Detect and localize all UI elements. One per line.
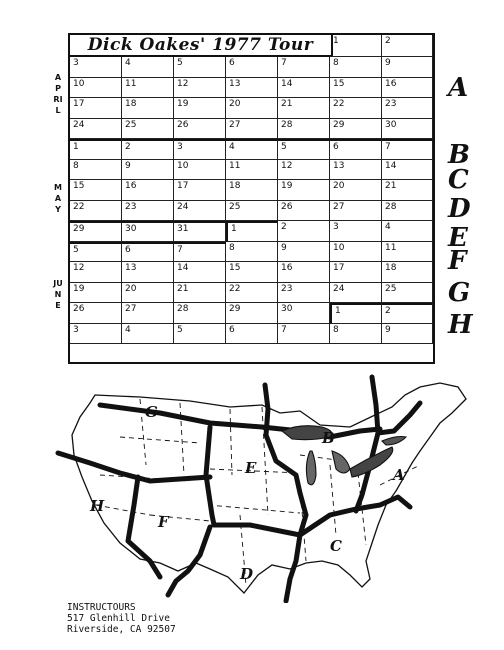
calendar-day-cell: 1 (226, 221, 278, 242)
calendar-day-cell: 10 (174, 160, 226, 181)
calendar-day-cell: 16 (122, 180, 174, 201)
address-block (67, 602, 176, 635)
calendar-day-cell: 20 (330, 180, 382, 201)
calendar-day-cell: 27 (330, 201, 382, 222)
map-region-label-b: B (322, 429, 335, 447)
calendar-day-cell: 29 (226, 303, 278, 324)
boundary-a-east (378, 403, 420, 433)
calendar-day-cell: 9 (382, 57, 433, 78)
calendar-day-cell: 6 (226, 57, 278, 78)
boundary-ab (356, 377, 378, 511)
calendar-day-cell: 21 (278, 98, 330, 119)
map-region-label-e: E (245, 459, 257, 477)
calendar-day-cell: 23 (382, 98, 433, 119)
map-region-label-a: A (393, 466, 405, 484)
region-letter-a: A (448, 73, 469, 103)
calendar-day-cell: 12 (70, 262, 122, 283)
map-region-label-c: C (330, 537, 342, 555)
calendar-day-cell: 9 (122, 160, 174, 181)
calendar-day-cell: 28 (174, 303, 226, 324)
calendar-day-cell: 3 (174, 139, 226, 160)
calendar-day-cell: 30 (382, 119, 433, 140)
lake-michigan (306, 451, 316, 485)
calendar-day-cell: 20 (122, 283, 174, 304)
calendar-day-cell: 25 (122, 119, 174, 140)
calendar-day-cell: 25 (226, 201, 278, 222)
region-letter-f: F (448, 246, 467, 276)
calendar-day-cell: 17 (174, 180, 226, 201)
calendar-day-cell: 30 (278, 303, 330, 324)
calendar-day-cell: 14 (278, 78, 330, 99)
calendar-day-cell: 12 (278, 160, 330, 181)
calendar-day-cell: 8 (226, 242, 278, 263)
month-label-2: MAY (54, 183, 62, 214)
calendar-day-cell: 28 (382, 201, 433, 222)
calendar-day-cell: 1 (70, 139, 122, 160)
calendar-day-cell: 5 (174, 57, 226, 78)
calendar-day-cell: 22 (330, 98, 382, 119)
month-label-3: JUNE (53, 279, 63, 310)
calendar-day-cell: 15 (226, 262, 278, 283)
calendar-day-cell: 6 (330, 139, 382, 160)
calendar-day-cell: 13 (122, 262, 174, 283)
calendar-day-cell: 17 (70, 98, 122, 119)
calendar-day-cell: 8 (70, 160, 122, 181)
boundary-e-b (265, 385, 306, 535)
calendar-day-cell: 4 (122, 57, 174, 78)
calendar-day-cell: 14 (174, 262, 226, 283)
calendar-day-cell: 8 (330, 324, 382, 345)
calendar-day-cell: 2 (122, 139, 174, 160)
calendar-day-cell: 26 (174, 119, 226, 140)
boundary-ef (206, 427, 300, 535)
calendar-day-cell: 2 (382, 303, 433, 324)
calendar-day-cell: 15 (330, 78, 382, 99)
calendar-day-cell: 19 (70, 283, 122, 304)
region-letter-h: H (448, 310, 473, 340)
calendar-day-cell: 7 (174, 242, 226, 263)
map-region-label-d: D (240, 565, 254, 583)
calendar-day-cell: 7 (382, 139, 433, 160)
calendar-day-cell: 5 (278, 139, 330, 160)
calendar-day-cell: 3 (70, 57, 122, 78)
calendar-day-cell: 4 (382, 221, 433, 242)
calendar-day-cell: 20 (226, 98, 278, 119)
region-letter-g: G (448, 278, 471, 308)
lake-huron (332, 451, 350, 473)
calendar-day-cell: 31 (174, 221, 226, 242)
calendar-day-cell: 11 (226, 160, 278, 181)
calendar-day-cell: 5 (70, 242, 122, 263)
calendar-day-cell: 30 (122, 221, 174, 242)
calendar-day-cell: 7 (278, 57, 330, 78)
calendar-day-cell: 8 (330, 57, 382, 78)
calendar-day-cell: 18 (122, 98, 174, 119)
calendar-day-cell: 15 (70, 180, 122, 201)
calendar-day-cell: 29 (70, 221, 122, 242)
calendar-day-cell: 24 (330, 283, 382, 304)
us-region-map (0, 365, 504, 603)
calendar-day-cell: 17 (330, 262, 382, 283)
calendar-day-cell: 24 (174, 201, 226, 222)
boundary-ac (300, 497, 410, 535)
calendar-day-cell: 9 (278, 242, 330, 263)
calendar-day-cell: 10 (70, 78, 122, 99)
calendar-day-cell: 18 (226, 180, 278, 201)
calendar-day-cell: 1 (330, 303, 382, 324)
calendar-day-cell: 13 (226, 78, 278, 99)
region-letter-c: C (448, 165, 469, 195)
calendar-day-cell: 12 (174, 78, 226, 99)
calendar-day-cell: 3 (70, 324, 122, 345)
calendar-day-cell: 22 (70, 201, 122, 222)
region-letter-b: B (448, 140, 470, 170)
calendar-day-cell: 27 (226, 119, 278, 140)
calendar-day-cell: 4 (226, 139, 278, 160)
calendar-day-cell: 19 (174, 98, 226, 119)
calendar-day-cell: 21 (174, 283, 226, 304)
calendar-day-cell: 21 (382, 180, 433, 201)
calendar-day-cell: 4 (122, 324, 174, 345)
calendar-day-cell: 28 (278, 119, 330, 140)
calendar-day-cell: 11 (122, 78, 174, 99)
calendar-day-cell: 7 (278, 324, 330, 345)
calendar-day-cell: 16 (382, 78, 433, 99)
calendar-day-cell: 3 (330, 221, 382, 242)
calendar-day-cell: 13 (330, 160, 382, 181)
calendar-day-cell: 25 (382, 283, 433, 304)
month-label-1: APRIL (53, 73, 63, 115)
calendar-day-cell: 23 (278, 283, 330, 304)
boundary-west (58, 453, 210, 481)
calendar-day-cell: 23 (122, 201, 174, 222)
calendar-day-cell: 26 (278, 201, 330, 222)
calendar-day-cell: 14 (382, 160, 433, 181)
calendar-day-cell: 27 (122, 303, 174, 324)
calendar-day-cell: 9 (382, 324, 433, 345)
calendar-day-cell: 5 (174, 324, 226, 345)
calendar-day-cell: 26 (70, 303, 122, 324)
calendar-day-cell: 18 (382, 262, 433, 283)
map-region-label-g: G (145, 403, 158, 421)
calendar-title: Dick Oakes' 1977 Tour (70, 35, 333, 57)
calendar-day-cell: 11 (382, 242, 433, 263)
calendar-day-cell: 24 (70, 119, 122, 140)
calendar-day-cell: 29 (330, 119, 382, 140)
map-region-label-h: H (90, 497, 105, 515)
calendar-day-cell: 6 (122, 242, 174, 263)
address-company: INSTRUCTOURS (67, 602, 136, 613)
calendar-day-cell: 6 (226, 324, 278, 345)
tour-calendar (68, 33, 435, 364)
region-letter-d: D (448, 194, 471, 224)
calendar-day-cell: 22 (226, 283, 278, 304)
calendar-day-cell: 2 (382, 35, 433, 57)
calendar-day-cell: 2 (278, 221, 330, 242)
map-region-label-f: F (158, 513, 169, 531)
calendar-day-cell: 10 (330, 242, 382, 263)
address-street: 517 Glenhill Drive (67, 613, 170, 624)
boundary-fd (168, 527, 210, 595)
lake-ontario (382, 437, 406, 446)
calendar-day-cell: 19 (278, 180, 330, 201)
calendar-day-cell: 16 (278, 262, 330, 283)
region-letter-e: E (448, 223, 468, 253)
address-city: Riverside, CA 92507 (67, 624, 176, 635)
calendar-day-cell: 1 (330, 35, 382, 57)
